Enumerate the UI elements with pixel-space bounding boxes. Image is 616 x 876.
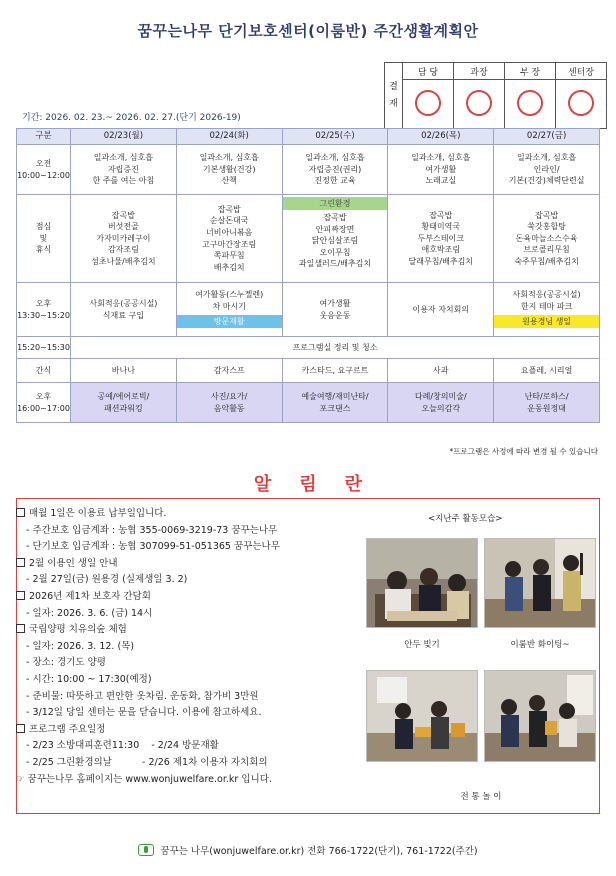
photo-caption: 안두 빚기 [404,640,440,650]
afternoon-cell: 사회적응(공공시설) 식재료 구입 [71,283,177,337]
notice-item: - 준비물: 따뜻하고 편안한 옷차림. 운동화, 참가비 3만원 [26,690,259,702]
activity-photo [366,670,478,762]
row-label-late: 오후 16:00~17:00 [17,383,71,423]
logo-icon [138,844,154,856]
notice-heading: 2월 이용인 생일 안내 [16,556,366,573]
notice-item: - 장소: 경기도 양평 [26,657,106,669]
activity-photo [484,538,596,628]
activity-photo [366,538,478,628]
morning-cell: 일과소개, 심호흡 여가생활 노래교실 [388,145,494,195]
approval-role: 과장 [454,63,505,80]
morning-cell: 일과소개, 심호흡 자립증진 한 주를 여는 아침 [71,145,177,195]
notice-item: - 2/25 그린환경의날 - 2/26 제1차 이용자 자치회의 [26,756,268,768]
approval-role: 부 장 [505,63,556,80]
late-program-cell: 예술여행/재미난타/ 포크댄스 [282,383,388,423]
notice-item: - 단기보호 입금계좌 : 농협 307099-51-051365 꿈꾸는나무 [26,541,280,553]
notice-item: - 3/12일 당일 센터는 문을 닫습니다. 이용에 참고하세요. [26,707,262,719]
checkbox-icon [16,624,25,633]
checkbox-icon [16,724,25,733]
day-header: 02/23(월) [71,129,177,145]
row-label-morning: 오전 10:00~12:00 [17,145,71,195]
notice-heading: 2026년 제1차 보호자 간담회 [16,589,366,606]
day-header: 02/26(목) [388,129,494,145]
lunch-menu-cell: 잡곡밥 황태미역국 두부스테이크 애호박조림 달래무침/배추김치 [388,195,494,283]
approval-table [384,62,607,129]
afternoon-cell: 여가생활 웃음운동 [282,283,388,337]
lunch-menu-cell: 잡곡밥 버섯전골 가자미카레구이 감자조림 섬초나물/배추김치 [71,195,177,283]
checkbox-icon [16,558,25,567]
photo-caption: 전 통 놀 이 [460,792,502,802]
notice-item: - 일자: 2026. 3. 12. (목) [26,640,135,652]
lunch-menu-cell: 그린환경 잡곡밥 안피짜장면 닭안심살조림 오이무침 과일샐러드/배추김치 [282,195,388,283]
approval-label: 결 재 [385,63,403,129]
notice-item: - 일자: 2026. 3. 6. (금) 14시 [26,607,153,619]
lunch-menu-cell: 잡곡밥 쑥갓홍합탕 돈육마늘소스수육 브로콜리무침 숙주무침/배추김치 [494,195,600,283]
notice-title: 알림란 [253,474,391,495]
snack-cell: 사과 [388,359,494,383]
green-day-badge: 그린환경 [283,197,388,210]
snack-cell: 감자스프 [176,359,282,383]
snack-cell: 요플레, 시리얼 [494,359,600,383]
late-program-cell: 사진/요가/ 음악활동 [176,383,282,423]
snack-cell: 바나나 [71,359,177,383]
notice-item: - 주간보호 입금계좌 : 농협 355-0069-3219-73 꿈꾸는나무 [26,524,278,536]
checkbox-icon [16,591,25,600]
morning-cell: 일과소개, 심호흡 자립증진(권리) 진정한 교육 [282,145,388,195]
notice-heading: 국립양평 치유의숲 체험 [16,622,366,639]
signature-stamp [403,80,454,129]
change-note: *프로그램은 사정에 따라 변경 될 수 있습니다 [449,447,598,456]
notice-heading: 매월 1일은 이용료 납부일입니다. [16,506,366,523]
signature-stamp [454,80,505,129]
cleanup-time: 15:20~15:30 [17,337,71,359]
late-program-cell: 다례/창의미술/ 오늘의감각 [388,383,494,423]
row-label-snack: 간식 [17,359,71,383]
row-label-afternoon: 오후 13:30~15:20 [17,283,71,337]
day-header: 02/24(화) [176,129,282,145]
late-program-cell: 공예/에어로빅/ 패션과워킹 [71,383,177,423]
cleanup-text: 프로그램실 정리 및 청소 [71,337,600,359]
birthday-badge: 원용경님 생일 [494,315,599,328]
notice-heading: 프로그램 주요일정 [16,722,366,739]
notice-item: - 시간: 10:00 ~ 17:30(예정) [26,673,152,685]
morning-cell: 일과소개, 심호흡 인라인/ 기본(건강)체력단련실 [494,145,600,195]
lunch-menu-cell: 잡곡밥 순살돈대국 너비아니볶음 고구마간장조림 쪽파무침 배추김치 [176,195,282,283]
afternoon-cell: 여가활동(스누젤렌) 차 마시기 방문재활 [176,283,282,337]
photo-caption: 이룸반 화이팅~ [510,640,570,650]
page-title: 꿈꾸는나무 단기보호센터(이룸반) 주간생활계획안 [137,22,479,40]
activity-photo [484,670,596,762]
snack-cell: 카스타드, 요구르트 [282,359,388,383]
period-text: 기간: 2026. 02. 23.~ 2026. 02. 27.(단기 2026-19) [22,113,241,123]
day-header: 02/27(금) [494,129,600,145]
approval-role: 담 당 [403,63,454,80]
header-corner: 구분 [17,129,71,145]
afternoon-cell: 이용자 자치회의 [388,283,494,337]
signature-stamp [505,80,556,129]
day-header: 02/25(수) [282,129,388,145]
schedule-table [16,128,600,423]
notice-item: - 2월 27일(금) 원용경 (실제생일 3. 2) [26,574,188,586]
photos-title: <지난주 활동모습> [428,514,503,524]
afternoon-cell: 사회적응(공공시설) 한지 테마 파크 원용경님 생일 [494,283,600,337]
late-program-cell: 난타/로하스/ 운동원정대 [494,383,600,423]
checkbox-icon [16,508,25,517]
notice-list [16,506,366,788]
signature-stamp [556,80,607,129]
visit-rehab-badge: 방문재활 [177,315,282,328]
homepage-text: ☞ 꿈꾸는나무 홈페이지는 www.wonjuwelfare.or.kr 입니다. [16,773,272,785]
row-label-lunch: 점심 및 휴식 [17,195,71,283]
notice-item: - 2/23 소방대피훈련11:30 - 2/24 방문재활 [26,740,219,752]
approval-role: 센터장 [556,63,607,80]
morning-cell: 일과소개, 심호흡 기본생활(건강) 산책 [176,145,282,195]
footer: 꿈꾸는 나무(wonjuwelfare.or.kr) 전화 766-1722(단기), 761-1722(주간) [0,843,616,857]
